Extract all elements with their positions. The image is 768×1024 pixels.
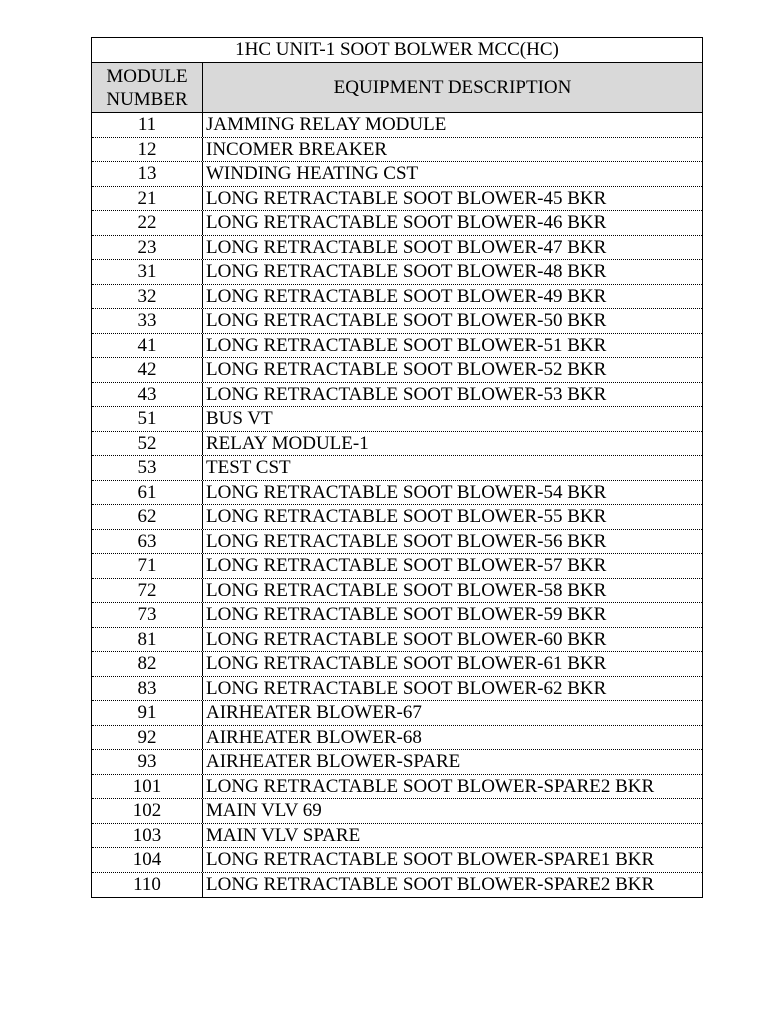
equipment-description-cell: LONG RETRACTABLE SOOT BLOWER-51 BKR [206, 334, 607, 356]
equipment-table [91, 37, 703, 898]
module-number-cell: 104 [92, 848, 203, 872]
equipment-description-cell: LONG RETRACTABLE SOOT BLOWER-46 BKR [206, 212, 607, 233]
module-number-cell: 22 [92, 211, 203, 235]
table-row [92, 701, 702, 726]
equipment-description-cell: WINDING HEATING CST [206, 163, 419, 184]
module-number-cell: 63 [92, 530, 203, 554]
module-number-cell: 91 [92, 701, 203, 725]
module-number-cell: 82 [92, 652, 203, 676]
equipment-description-cell: LONG RETRACTABLE SOOT BLOWER-45 BKR [206, 187, 607, 209]
table-row [92, 187, 702, 212]
table-row [92, 285, 702, 310]
equipment-description-cell: AIRHEATER BLOWER-67 [206, 702, 422, 723]
table-row [92, 481, 702, 506]
table-row [92, 775, 702, 800]
module-number-cell: 33 [92, 309, 203, 333]
module-number-cell: 71 [92, 554, 203, 578]
equipment-description-cell: MAIN VLV 69 [206, 800, 322, 821]
module-number-cell: 12 [92, 138, 203, 162]
module-header-line1: MODULE [106, 65, 188, 87]
equipment-description-cell: LONG RETRACTABLE SOOT BLOWER-58 BKR [206, 579, 607, 601]
equipment-description-cell: AIRHEATER BLOWER-SPARE [206, 751, 461, 772]
equipment-description-cell: LONG RETRACTABLE SOOT BLOWER-47 BKR [206, 236, 607, 258]
table-row [92, 505, 702, 530]
module-number-cell: 102 [92, 799, 203, 823]
module-number-cell: 41 [92, 334, 203, 358]
equipment-description-cell: LONG RETRACTABLE SOOT BLOWER-57 BKR [206, 555, 607, 576]
module-number-cell: 43 [92, 383, 203, 407]
equipment-description-cell: LONG RETRACTABLE SOOT BLOWER-SPARE2 BKR [206, 873, 655, 895]
equipment-description-cell: LONG RETRACTABLE SOOT BLOWER-60 BKR [206, 628, 607, 650]
table-row [92, 554, 702, 579]
module-number-cell: 53 [92, 456, 203, 480]
module-number-cell: 31 [92, 260, 203, 284]
equipment-description-cell: MAIN VLV SPARE [206, 824, 361, 846]
table-row [92, 260, 702, 285]
equipment-description-cell: LONG RETRACTABLE SOOT BLOWER-56 BKR [206, 530, 607, 552]
table-title: 1HC UNIT-1 SOOT BOLWER MCC(HC) [92, 38, 702, 63]
equipment-description-cell: TEST CST [206, 457, 291, 478]
module-number-cell: 51 [92, 407, 203, 431]
table-row [92, 456, 702, 481]
module-number-cell: 62 [92, 505, 203, 529]
module-number-header [92, 63, 203, 112]
equipment-description-cell: LONG RETRACTABLE SOOT BLOWER-52 BKR [206, 359, 607, 380]
table-row [92, 334, 702, 359]
equipment-description-cell: LONG RETRACTABLE SOOT BLOWER-SPARE1 BKR [206, 849, 655, 870]
equipment-description-cell: LONG RETRACTABLE SOOT BLOWER-61 BKR [206, 653, 607, 674]
table-row [92, 236, 702, 261]
table-row [92, 383, 702, 408]
equipment-description-cell: LONG RETRACTABLE SOOT BLOWER-62 BKR [206, 677, 607, 699]
equipment-description-cell: AIRHEATER BLOWER-68 [206, 726, 422, 748]
equipment-description-cell: LONG RETRACTABLE SOOT BLOWER-59 BKR [206, 604, 607, 625]
module-number-cell: 72 [92, 579, 203, 603]
equipment-description-cell: RELAY MODULE-1 [206, 432, 369, 454]
equipment-description-header: EQUIPMENT DESCRIPTION [333, 76, 572, 98]
equipment-description-cell: INCOMER BREAKER [206, 138, 388, 160]
table-row [92, 603, 702, 628]
module-number-cell: 81 [92, 628, 203, 652]
module-header-line2: NUMBER [106, 88, 188, 110]
equipment-description-cell: LONG RETRACTABLE SOOT BLOWER-SPARE2 BKR [206, 775, 655, 797]
table-row [92, 432, 702, 457]
table-row [92, 138, 702, 163]
module-number-cell: 101 [92, 775, 203, 799]
module-number-cell: 21 [92, 187, 203, 211]
table-row [92, 628, 702, 653]
table-row [92, 873, 702, 898]
table-row [92, 309, 702, 334]
table-body [92, 113, 702, 897]
module-number-cell: 103 [92, 824, 203, 848]
table-row [92, 677, 702, 702]
table-row [92, 726, 702, 751]
module-number-cell: 52 [92, 432, 203, 456]
table-row [92, 358, 702, 383]
equipment-description-cell: LONG RETRACTABLE SOOT BLOWER-48 BKR [206, 261, 607, 282]
module-number-cell: 93 [92, 750, 203, 774]
table-row [92, 162, 702, 187]
table-row [92, 579, 702, 604]
equipment-description-cell: LONG RETRACTABLE SOOT BLOWER-49 BKR [206, 285, 607, 307]
table-row [92, 750, 702, 775]
module-number-cell: 110 [92, 873, 203, 898]
table-row [92, 824, 702, 849]
equipment-description-cell: LONG RETRACTABLE SOOT BLOWER-54 BKR [206, 481, 607, 503]
table-row [92, 652, 702, 677]
equipment-description-cell: LONG RETRACTABLE SOOT BLOWER-53 BKR [206, 383, 607, 405]
table-row [92, 113, 702, 138]
module-number-cell: 32 [92, 285, 203, 309]
module-number-cell: 92 [92, 726, 203, 750]
table-row [92, 211, 702, 236]
table-row [92, 848, 702, 873]
table-row [92, 407, 702, 432]
module-number-cell: 83 [92, 677, 203, 701]
equipment-description-cell: LONG RETRACTABLE SOOT BLOWER-55 BKR [206, 506, 607, 527]
module-number-cell: 13 [92, 162, 203, 186]
table-header [92, 63, 702, 113]
module-number-cell: 61 [92, 481, 203, 505]
table-row [92, 799, 702, 824]
module-number-cell: 73 [92, 603, 203, 627]
equipment-description-cell: LONG RETRACTABLE SOOT BLOWER-50 BKR [206, 310, 607, 331]
table-row [92, 530, 702, 555]
module-number-cell: 42 [92, 358, 203, 382]
module-number-cell: 11 [92, 113, 203, 137]
equipment-description-cell: JAMMING RELAY MODULE [206, 114, 447, 135]
equipment-description-cell: BUS VT [206, 408, 273, 429]
module-number-cell: 23 [92, 236, 203, 260]
